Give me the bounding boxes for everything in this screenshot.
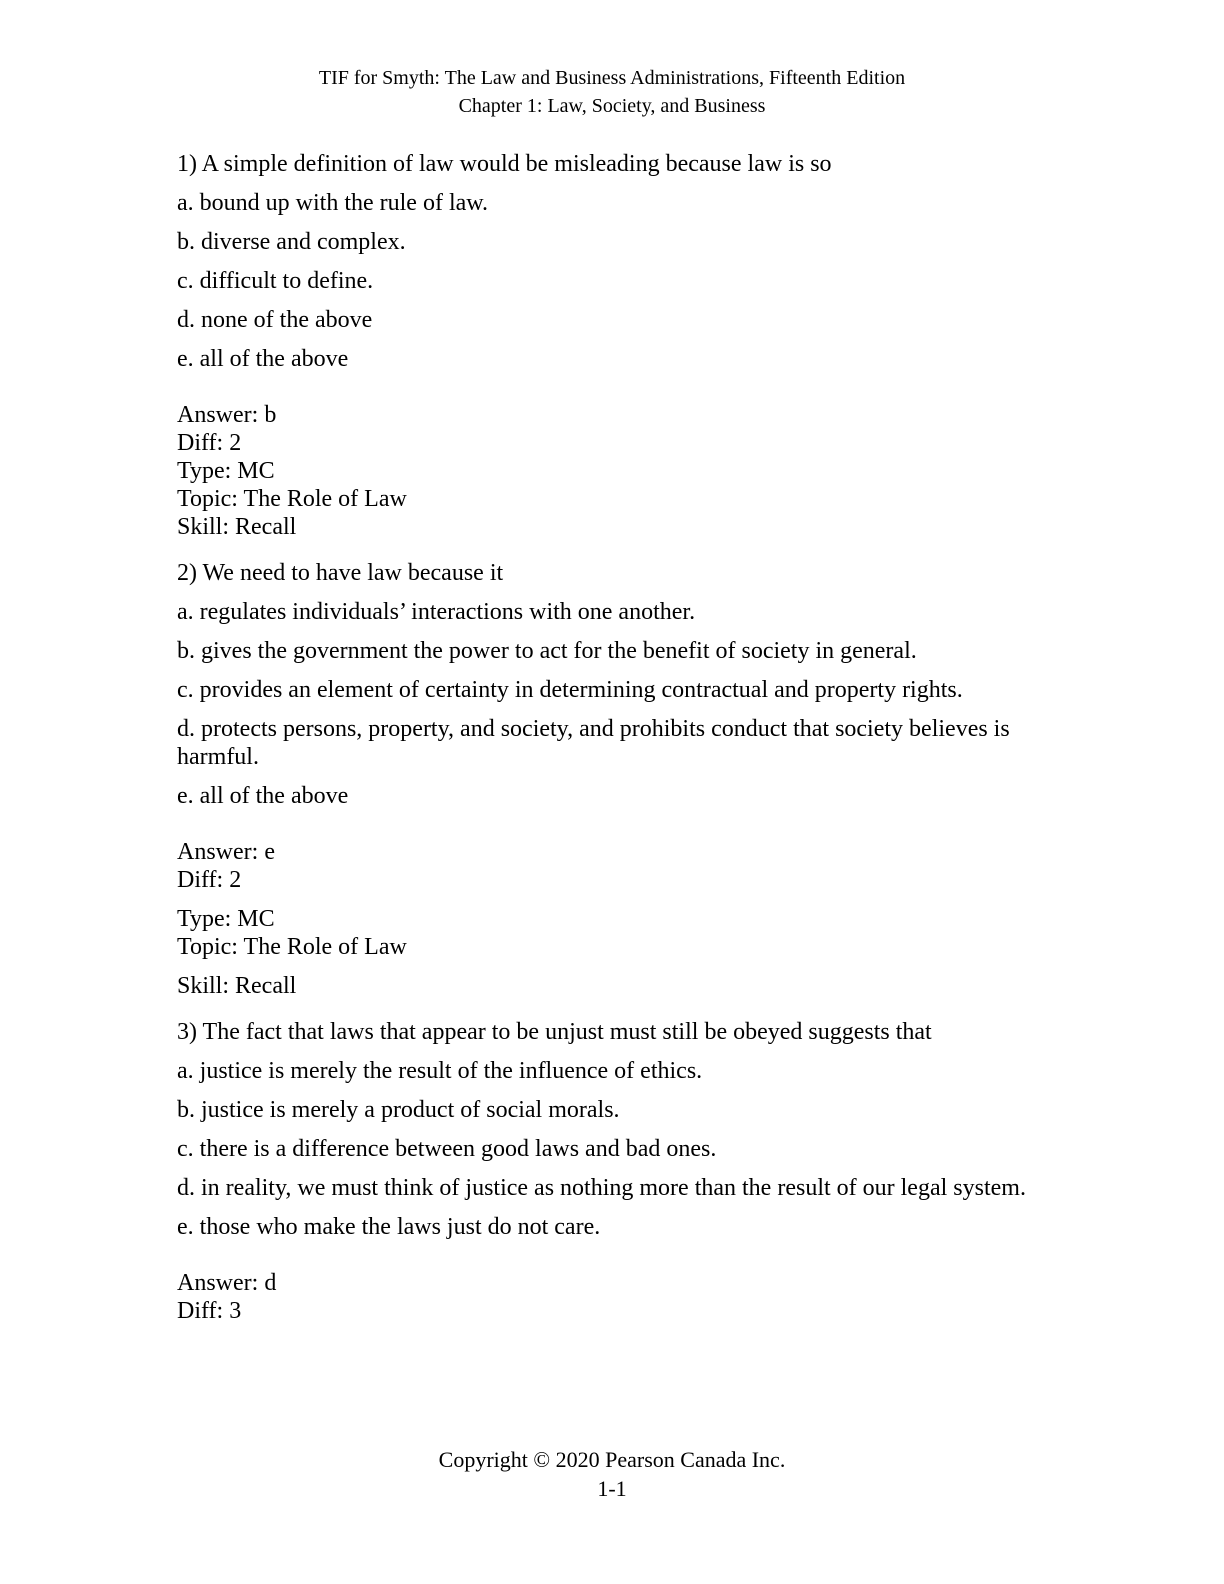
question-3-option-c: c. there is a difference between good laws and bad ones. [177, 1136, 717, 1162]
document-footer [0, 1445, 1224, 1503]
answer-topic: Topic: The Role of Law [177, 486, 407, 512]
question-1 [177, 150, 1046, 541]
question-2-option-e: e. all of the above [177, 783, 349, 809]
question-2-prompt: 2) We need to have law because it [177, 560, 504, 586]
question-3-option-e: e. those who make the laws just do not care. [177, 1214, 601, 1240]
answer-type: Type: MC [177, 906, 275, 932]
answer-group [177, 972, 1046, 1000]
question-1-option-e: e. all of the above [177, 346, 349, 372]
answer-group [177, 401, 1046, 541]
answer-value: Answer: b [177, 402, 277, 428]
question-1-option-a: a. bound up with the rule of law. [177, 190, 489, 216]
document-body [0, 120, 1224, 1325]
answer-group [177, 1269, 1046, 1325]
question-2-answer-block [177, 838, 1046, 1000]
question-3 [177, 1018, 1046, 1325]
question-2-option-a: a. regulates individuals’ interactions with one another. [177, 599, 696, 625]
answer-group [177, 905, 1046, 961]
question-1-option-b: b. diverse and complex. [177, 229, 406, 255]
question-3-prompt: 3) The fact that laws that appear to be unjust must still be obeyed suggests that [177, 1019, 932, 1045]
header-title: TIF for Smyth: The Law and Business Administrations, Fifteenth Edition [318, 67, 906, 89]
footer-page-number: 1-1 [597, 1476, 627, 1501]
answer-topic: Topic: The Role of Law [177, 934, 407, 960]
answer-difficulty: Diff: 2 [177, 867, 242, 893]
question-2-option-b: b. gives the government the power to act for the benefit of society in general. [177, 638, 917, 664]
question-3-option-b: b. justice is merely a product of social morals. [177, 1097, 620, 1123]
answer-value: Answer: d [177, 1270, 277, 1296]
answer-skill: Skill: Recall [177, 973, 297, 999]
question-1-prompt: 1) A simple definition of law would be misleading because law is so [177, 151, 832, 177]
answer-difficulty: Diff: 2 [177, 430, 242, 456]
question-3-option-d: d. in reality, we must think of justice as nothing more than the result of our legal system. [177, 1175, 1026, 1201]
answer-skill: Skill: Recall [177, 514, 297, 540]
question-1-option-c: c. difficult to define. [177, 268, 374, 294]
header-chapter: Chapter 1: Law, Society, and Business [458, 95, 766, 117]
answer-group [177, 838, 1046, 894]
question-2-option-c: c. provides an element of certainty in determining contractual and property rights. [177, 677, 963, 703]
question-2 [177, 559, 1046, 1000]
question-3-option-a: a. justice is merely the result of the influence of ethics. [177, 1058, 703, 1084]
answer-type: Type: MC [177, 458, 275, 484]
answer-value: Answer: e [177, 839, 275, 865]
question-1-option-d: d. none of the above [177, 307, 373, 333]
question-2-option-d: d. protects persons, property, and society, and prohibits conduct that society believes is harmful. [177, 716, 1010, 770]
document-header [0, 0, 1224, 120]
question-3-answer-block [177, 1269, 1046, 1325]
answer-difficulty: Diff: 3 [177, 1298, 242, 1324]
question-1-answer-block [177, 401, 1046, 541]
footer-copyright: Copyright © 2020 Pearson Canada Inc. [438, 1447, 786, 1472]
